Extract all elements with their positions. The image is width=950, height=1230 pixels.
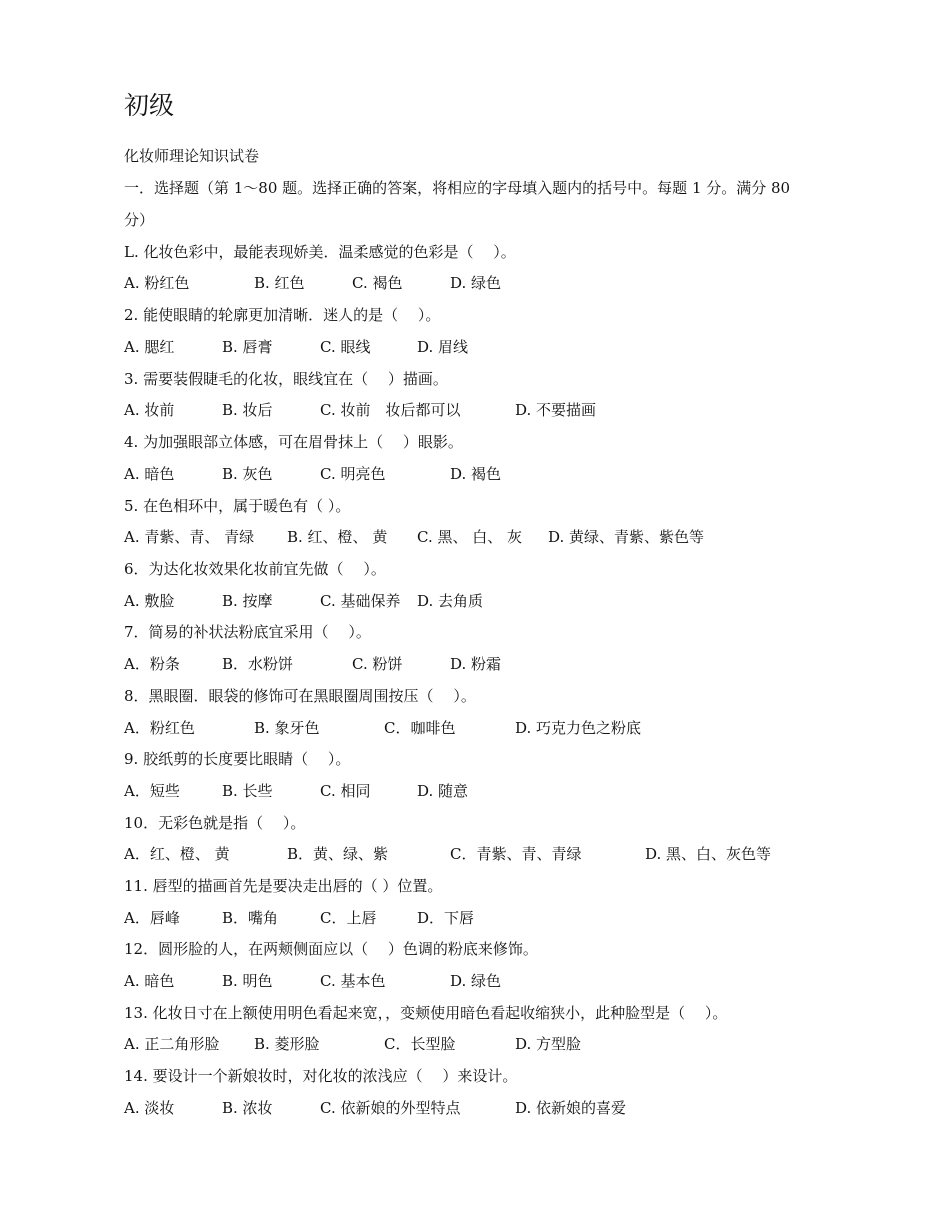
- option: A. 淡妆: [124, 1099, 175, 1117]
- option: C. 褐色: [352, 274, 403, 292]
- question-text: 4. 为加强眼部立体感，可在眉骨抹上（ ）眼影。: [124, 433, 463, 451]
- option: C. 粉饼: [352, 655, 403, 673]
- option: C．青紫、青、青绿: [450, 845, 582, 863]
- option: B. 妆后: [222, 401, 273, 419]
- option: D. 依新娘的喜爱: [515, 1099, 627, 1117]
- option: B. 红色: [254, 274, 305, 292]
- question-options: [124, 400, 597, 420]
- option: A．粉红色: [124, 719, 195, 737]
- question-text: 7．简易的补状法粉底宜采用（ ）。: [124, 623, 371, 641]
- option: C. 依新娘的外型特点: [320, 1099, 461, 1117]
- option: B. 象牙色: [254, 719, 320, 737]
- option: C．上唇: [320, 909, 377, 927]
- section-instructions-cont: 分）: [124, 211, 155, 229]
- option: D. 方型脸: [515, 1035, 582, 1053]
- question-text: 8．黑眼圈．眼袋的修饰可在黑眼圈周围按压（ ）。: [124, 687, 476, 705]
- option: D. 不要描画: [515, 401, 597, 419]
- question-text: 9. 胶纸剪的长度要比眼睛（ ）。: [124, 750, 351, 768]
- question-text: 2. 能使眼睛的轮廓更加清晰．迷人的是（ ）。: [124, 306, 441, 324]
- option: B．水粉饼: [222, 655, 294, 673]
- option: C. 基础保养: [320, 592, 401, 610]
- option: D. 黑、白、灰色等: [645, 845, 772, 863]
- question-options: [124, 781, 469, 801]
- option: B. 按摩: [222, 592, 273, 610]
- option: B. 长些: [222, 782, 273, 800]
- option: C．长型脸: [384, 1035, 456, 1053]
- question-text: 14. 要设计一个新娘妆时，对化妆的浓浅应（ ）来设计。: [124, 1067, 518, 1085]
- option: A. 正二角形脸: [124, 1035, 220, 1053]
- question-options: [124, 591, 484, 611]
- option: C. 黑、 白、 灰: [417, 528, 523, 546]
- option: D. 粉霜: [450, 655, 502, 673]
- option: D. 褐色: [450, 465, 502, 483]
- question-options: [124, 464, 502, 484]
- option: A. 青紫、青、 青绿: [124, 528, 255, 546]
- option: D. 黄绿、青紫、紫色等: [548, 528, 705, 546]
- option: A. 敷脸: [124, 592, 175, 610]
- option: D. 眉线: [417, 338, 469, 356]
- question-options: [124, 971, 502, 991]
- option: C. 明亮色: [320, 465, 386, 483]
- option: B. 浓妆: [222, 1099, 273, 1117]
- question-text: 13. 化妆日寸在上额使用明色看起来宽，，变颊使用暗色看起收缩狭小，此种脸型是（ ）。: [124, 1004, 728, 1022]
- option: C. 基本色: [320, 972, 386, 990]
- question-text: 3. 需要装假睫毛的化妆，眼线宜在（ ）描画。: [124, 370, 448, 388]
- question-options: [124, 527, 705, 547]
- option: C．咖啡色: [384, 719, 456, 737]
- option: D. 去角质: [417, 592, 484, 610]
- option: B. 灰色: [222, 465, 273, 483]
- option: B．黄、绿、紫: [287, 845, 389, 863]
- question-options: [124, 1034, 582, 1054]
- question-text: 6．为达化妆效果化妆前宜先做（ ）。: [124, 560, 386, 578]
- option: A. 暗色: [124, 972, 175, 990]
- option: D．下唇: [417, 909, 475, 927]
- option: A．粉条: [124, 655, 180, 673]
- option: D. 绿色: [450, 972, 502, 990]
- exam-subtitle: 化妆师理论知识试卷: [124, 147, 260, 165]
- option: D. 巧克力色之粉底: [515, 719, 642, 737]
- question-text: L. 化妆色彩中，最能表现娇美．温柔感觉的色彩是（ ）。: [124, 243, 516, 261]
- option: B. 菱形脸: [254, 1035, 320, 1053]
- option: B．嘴角: [222, 909, 279, 927]
- question-options: [124, 908, 475, 928]
- option: A. 暗色: [124, 465, 175, 483]
- question-text: 10．无彩色就是指（ ）。: [124, 814, 306, 832]
- question-options: [124, 337, 469, 357]
- question-text: 5. 在色相环中，属于暖色有（ ）。: [124, 497, 351, 515]
- option: C. 妆前 妆后都可以: [320, 401, 461, 419]
- option: B. 唇膏: [222, 338, 273, 356]
- question-options: [124, 1098, 627, 1118]
- option: A．红、橙、 黄: [124, 845, 230, 863]
- section-instructions: 一．选择题（第 1～80 题。选择正确的答案，将相应的字母填入题内的括号中。每题 1 分。满分 80: [124, 179, 791, 197]
- question-text: 11. 唇型的描画首先是要决走出唇的（ ）位置。: [124, 877, 443, 895]
- option: B. 红、橙、 黄: [287, 528, 388, 546]
- option: B. 明色: [222, 972, 273, 990]
- question-options: [124, 844, 772, 864]
- option: A. 粉红色: [124, 274, 190, 292]
- option: A．短些: [124, 782, 180, 800]
- option: D. 随意: [417, 782, 469, 800]
- option: A. 腮红: [124, 338, 175, 356]
- option: C. 眼线: [320, 338, 371, 356]
- question-options: [124, 273, 502, 293]
- option: D. 绿色: [450, 274, 502, 292]
- question-text: 12．圆形脸的人，在两颊侧面应以（ ）色调的粉底来修饰。: [124, 940, 538, 958]
- option: C. 相同: [320, 782, 371, 800]
- question-options: [124, 718, 642, 738]
- option: A．唇峰: [124, 909, 180, 927]
- option: A. 妆前: [124, 401, 175, 419]
- page-title: 初级: [124, 91, 175, 120]
- question-options: [124, 654, 502, 674]
